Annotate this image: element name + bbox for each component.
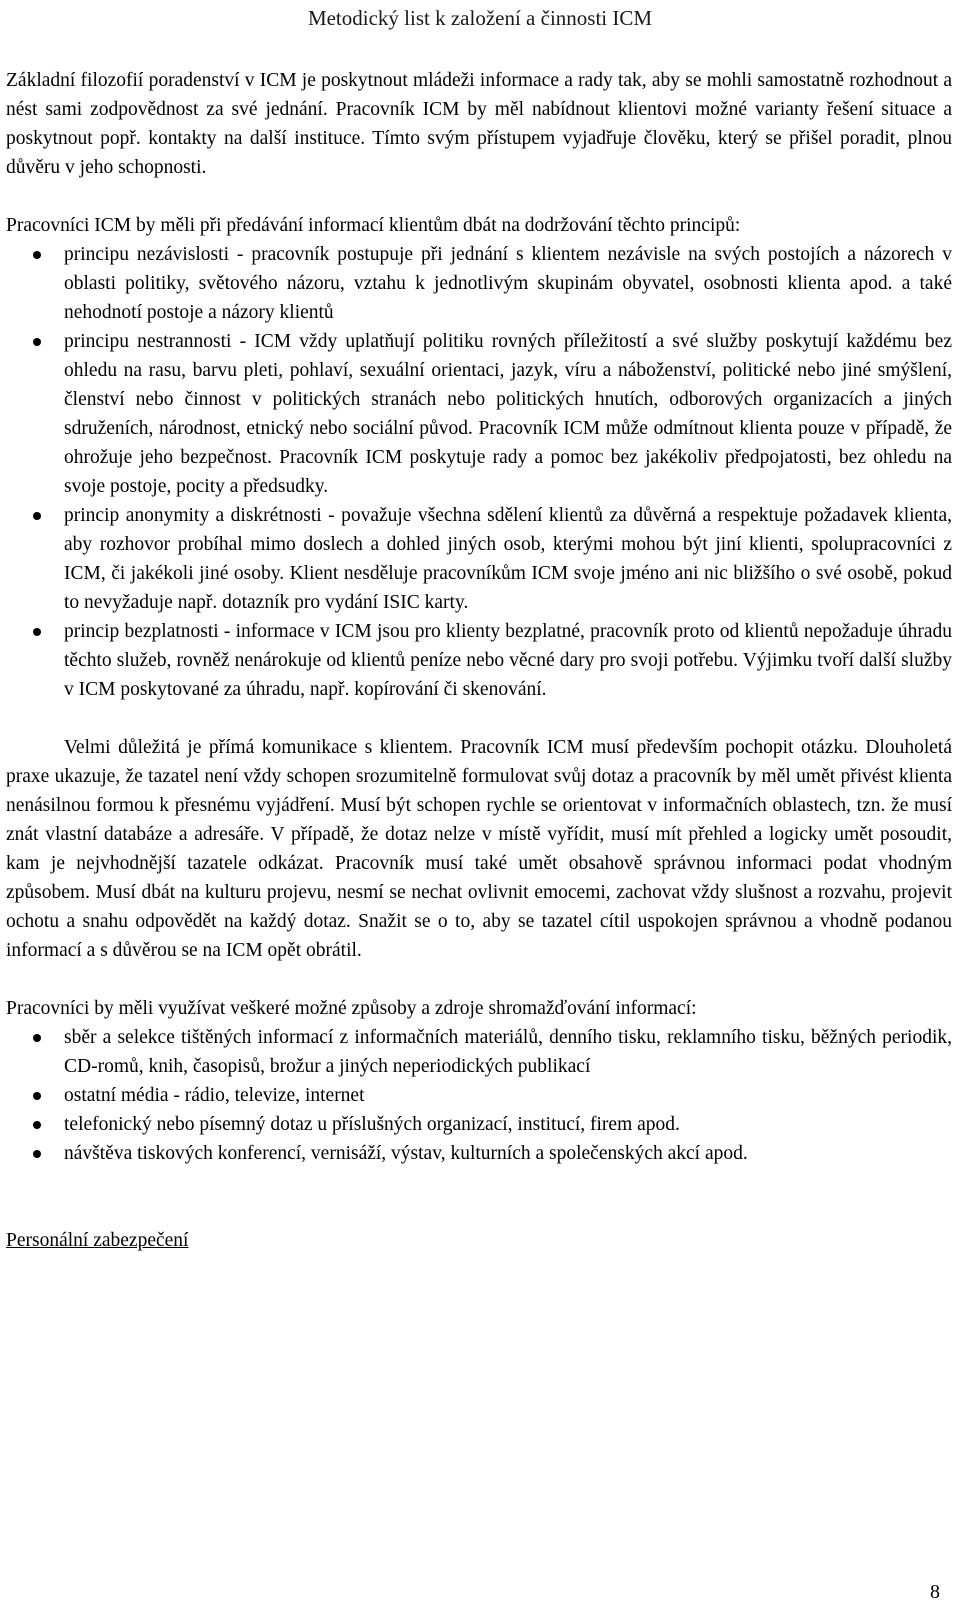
principles-intro-paragraph: Pracovníci ICM by měli při předávání informací klientům dbát na dodržování těchto principů: <box>6 215 741 236</box>
list-item-anonymity: princip anonymity a diskrétnosti - považuje všechna sdělení klientů za důvěrná a respektuje požadavek klienta, aby rozhovor probíhal mimo doslech a dohled jiných osob, kterými mohou být jiní klienti, spolupracovníci z ICM, či jakékoli jiné osoby. Klient nesděluje pracovníkům ICM svoje jméno ani nic bližšího o své osobě, pokud to nevyžaduje např. dotazník pro vydání ISIC karty. <box>6 501 952 617</box>
page-header-title: Metodický list k založení a činnosti ICM <box>307 6 653 30</box>
list-item-impartiality: principu nestrannosti - ICM vždy uplatňují politiku rovných příležitostí a své služby poskytují každému bez ohledu na rasu, barvu pleti, pohlaví, sexuální orientaci, jazyk, víru a náboženství, politické nebo jiné smýšlení, členství nebo činnost v politických stranách nebo politických hnutích, odborových organizacích a jiných sdruženích, národnost, etnický nebo sociální původ. Pracovník ICM může odmítnout klienta pouze v případě, že ohrožuje jeho bezpečnost. Pracovník ICM poskytuje rady a pomoc bez jakékoliv předpojatosti, bez ohledu na svoje postoje, pocity a předsudky. <box>6 327 952 501</box>
sources-intro-paragraph: Pracovníci by měli využívat veškeré možné způsoby a zdroje shromažďování informací: <box>6 998 697 1019</box>
communication-paragraph: Velmi důležitá je přímá komunikace s klientem. Pracovník ICM musí především pochopit otázku. Dlouholetá praxe ukazuje, že tazatel není vždy schopen srozumitelně formulovat svůj dotaz a pracovník by měl umět přivést klienta nenásilnou formou k přesnému vyjádření. Musí být schopen rychle se orientovat v informačních oblastech, tzn. že musí znát vlastní databáze a adresáře. V případě, že dotaz nelze v místě vyřídit, musí mít přehled a logicky umět posoudit, kam je nejvhodnější tazatele odkázat. Pracovník musí také umět obsahově správnou informaci podat vhodným způsobem. Musí dbát na kulturu projevu, nesmí se nechat ovlivnit emocemi, zachovat vždy slušnost a rozvahu, projevit ochotu a snahu odpovědět na každý dotaz. Snažit se o to, aby se tazatel cítil uspokojen správnou a vhodně podanou informací a s důvěrou se na ICM opět obrátil. <box>6 737 952 961</box>
page-number: 8 <box>930 1581 940 1603</box>
section-heading-personnel: Personální zabezpečení <box>6 1230 189 1251</box>
list-item-media: ostatní média - rádio, televize, internet <box>6 1081 952 1110</box>
list-item-independence: principu nezávislosti - pracovník postupuje při jednání s klientem nezávisle na svých postojích a názorech v oblasti politiky, světového názoru, vztahu k jednotlivým skupinám obyvatel, osobnosti klienta apod. a také nehodnotí postoje a názory klientů <box>6 240 952 327</box>
sources-list <box>6 1023 952 1168</box>
intro-paragraph: Základní filozofií poradenství v ICM je poskytnout mládeži informace a rady tak, aby se mohli samostatně rozhodnout a nést sami zodpovědnost za své jednání. Pracovník ICM by měl nabídnout klientovi možné varianty řešení situace a poskytnout popř. kontakty na další instituce. Tímto svým přístupem vyjadřuje člověku, který se přišel poradit, plnou důvěru v jeho schopnosti. <box>6 70 952 178</box>
principles-list <box>6 240 952 704</box>
list-item-print-sources: sběr a selekce tištěných informací z informačních materiálů, denního tisku, reklamního tisku, běžných periodik, CD-romů, knih, časopisů, brožur a jiných neperiodických publikací <box>6 1023 952 1081</box>
list-item-events: návštěva tiskových konferencí, vernisáží, výstav, kulturních a společenských akcí apod. <box>6 1139 952 1168</box>
list-item-inquiry: telefonický nebo písemný dotaz u příslušných organizací, institucí, firem apod. <box>6 1110 952 1139</box>
document-body <box>6 66 952 1255</box>
list-item-free-of-charge: princip bezplatnosti - informace v ICM jsou pro klienty bezplatné, pracovník proto od klientů nepožaduje úhradu těchto služeb, rovněž nenárokuje od klientů peníze nebo věcné dary pro svoji potřebu. Výjimku tvoří další služby v ICM poskytované za úhradu, např. kopírování či skenování. <box>6 617 952 704</box>
